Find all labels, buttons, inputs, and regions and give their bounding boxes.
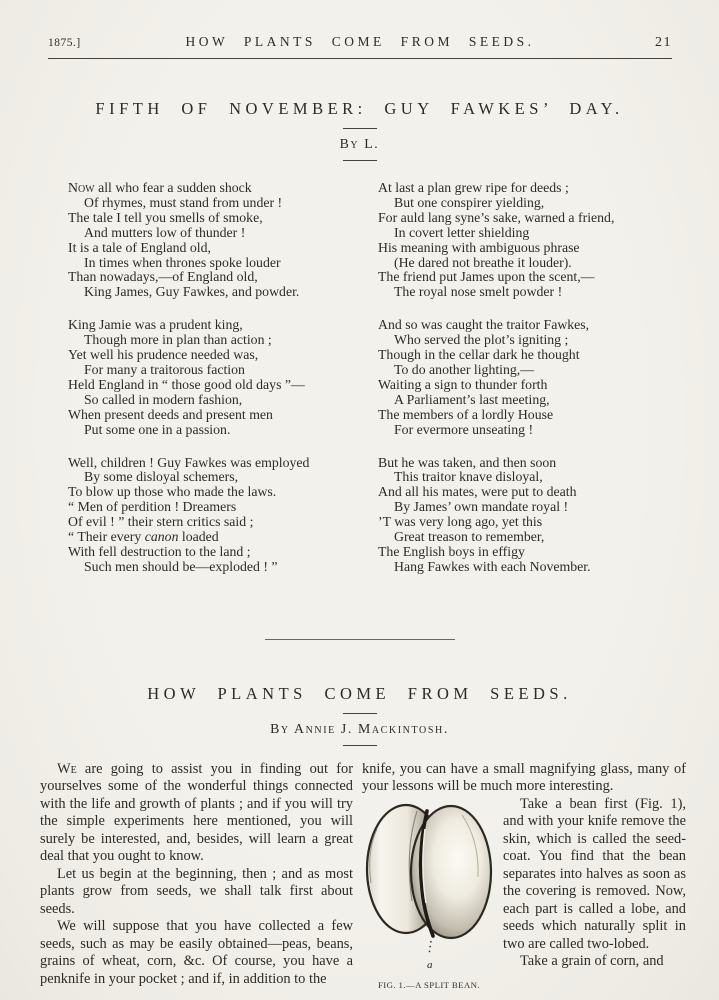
poem-stanza (378, 181, 685, 300)
poem-line: But one conspirer yielding, (394, 194, 545, 210)
poem-stanza (378, 456, 685, 575)
poem-line: Of rhymes, must stand from under ! (84, 194, 283, 210)
article-paragraph: Let us begin at the beginning, then ; and as most plants grow from seeds, we shall talk first about seeds. (40, 865, 353, 917)
poem-line: To blow up those who made the laws. (68, 484, 277, 500)
article-paragraph: knife, you can have a small magnifying glass, many of your lessons will be much more interesting. (362, 760, 686, 795)
poem-line: It is a tale of England old, (68, 239, 211, 255)
split-bean-figure (362, 799, 496, 995)
poem-line: For many a traitorous faction (84, 361, 245, 377)
article-title-rule (343, 713, 377, 714)
poem-line: Great treason to remember, (394, 529, 545, 545)
poem-line: “ Their every canon loaded (68, 529, 219, 545)
byline-rule (343, 160, 377, 161)
figure-caption: FIG. 1.—A SPLIT BEAN. (377, 980, 481, 991)
poem-stanza (68, 181, 378, 300)
poem-line: With fell destruction to the land ; (68, 543, 251, 559)
poem-line: So called in modern fashion, (84, 391, 243, 407)
poem-line: And all his mates, were put to death (378, 484, 577, 500)
title-rule (343, 128, 377, 129)
poem-line: “ Men of perdition ! Dreamers (68, 499, 237, 515)
poem-section-head (0, 99, 719, 161)
poem-line: Than nowadays,—of England old, (68, 269, 258, 285)
poem-line: The English boys in effigy (378, 543, 525, 559)
poem-line: Though in the cellar dark he thought (378, 347, 580, 363)
poem-line: Yet well his prudence needed was, (68, 347, 259, 363)
poem-line: When present deeds and present men (68, 406, 273, 422)
page-header (0, 0, 719, 51)
poem-line: Who served the plot’s igniting ; (394, 332, 569, 348)
poem-line: The friend put James upon the scent,— (378, 269, 595, 285)
poem-stanza (68, 318, 378, 437)
article-paragraph: Take a bean first (Fig. 1), and with your knife remove the skin, which is called the seed-coat. You find that the bean separates into halves as soon as the covering is removed. Now, each part is called a lobe, and seeds which naturally split in two are called two-lobed. (503, 795, 686, 952)
poem-line: And so was caught the traitor Fawkes, (378, 317, 590, 333)
poem-line: Held England in “ those good old days ”— (68, 376, 305, 392)
poem-columns (68, 181, 685, 593)
section-divider-rule (265, 639, 455, 640)
poem-line: The royal nose smelt powder ! (394, 284, 563, 300)
poem-line: The tale I tell you smells of smoke, (68, 209, 263, 225)
poem-line: Though more in plan than action ; (84, 332, 272, 348)
article-paragraph: We will suppose that you have collected a few seeds, such as may be easily obtained—peas, beans, grains of wheat, corn, &c. Of course, you have a penknife in your pocket ; and if, in addition to the (40, 918, 353, 987)
poem-line: By James’ own mandate royal ! (394, 499, 569, 515)
article-title: HOW PLANTS COME FROM SEEDS. (147, 683, 572, 703)
poem-line: His meaning with ambiguous phrase (378, 239, 580, 255)
article-paragraph: We are going to assist you in finding out for yourselves some of the wonderful things connected with the life and growth of plants ; and if you will try the simple experiments here mentioned, you will surely be interested, and, besides, will learn a great deal that you ought to know. (40, 760, 353, 865)
article-column-left (40, 761, 362, 995)
poem-line: King Jamie was a prudent king, (68, 317, 243, 333)
header-rule (48, 58, 672, 59)
poem-line: Put some one in a passion. (84, 421, 231, 437)
poem-byline: By L. (339, 136, 380, 151)
poem-line: Well, children ! Guy Fawkes was employed (68, 454, 310, 470)
poem-line: The members of a lordly House (378, 406, 554, 422)
poem-stanza (68, 456, 378, 575)
poem-line: This traitor knave disloyal, (394, 469, 543, 485)
poem-line: For auld lang syne’s sake, warned a friend, (378, 209, 615, 225)
header-page-number: 21 (655, 35, 672, 50)
poem-line: Hang Fawkes with each November. (394, 558, 591, 574)
poem-line: In covert letter shielding (394, 224, 530, 240)
figure-label-a: a (427, 958, 433, 971)
article-paragraph: Take a grain of corn, and (520, 953, 664, 970)
header-year: 1875.] (48, 37, 81, 49)
article-byline-rule (343, 745, 377, 746)
poem-line: (He dared not breathe it louder). (394, 254, 572, 270)
poem-line: To do another lighting,— (394, 361, 535, 377)
poem-line: A Parliament’s last meeting, (394, 391, 550, 407)
poem-line: At last a plan grew ripe for deeds ; (378, 180, 569, 195)
header-running-title: HOW PLANTS COME FROM SEEDS. (185, 34, 535, 49)
poem-line: In times when thrones spoke louder (84, 254, 281, 270)
poem-line: And mutters low of thunder ! (84, 224, 246, 240)
poem-line: By some disloyal schemers, (84, 469, 239, 485)
poem-line: Waiting a sign to thunder forth (378, 376, 548, 392)
poem-line: But he was taken, and then soon (378, 454, 557, 470)
poem-line: Now all who fear a sudden shock (68, 180, 252, 195)
poem-line: Such men should be—exploded ! ” (84, 558, 278, 574)
poem-title: FIFTH OF NOVEMBER: GUY FAWKES’ DAY. (95, 99, 624, 118)
article-column-right (362, 761, 686, 995)
article-columns (40, 761, 686, 995)
poem-column-left (68, 181, 378, 593)
poem-line: For evermore unseating ! (394, 421, 534, 437)
poem-column-right (378, 181, 685, 593)
poem-stanza (378, 318, 685, 437)
article-section-head (0, 684, 719, 746)
poem-line: Of evil ! ” their stern critics said ; (68, 514, 254, 530)
poem-line: King James, Guy Fawkes, and powder. (84, 284, 300, 300)
article-byline: By Annie J. Mackintosh. (270, 720, 449, 736)
poem-line: ’T was very long ago, yet this (378, 514, 543, 530)
split-bean-illustration (365, 799, 493, 971)
